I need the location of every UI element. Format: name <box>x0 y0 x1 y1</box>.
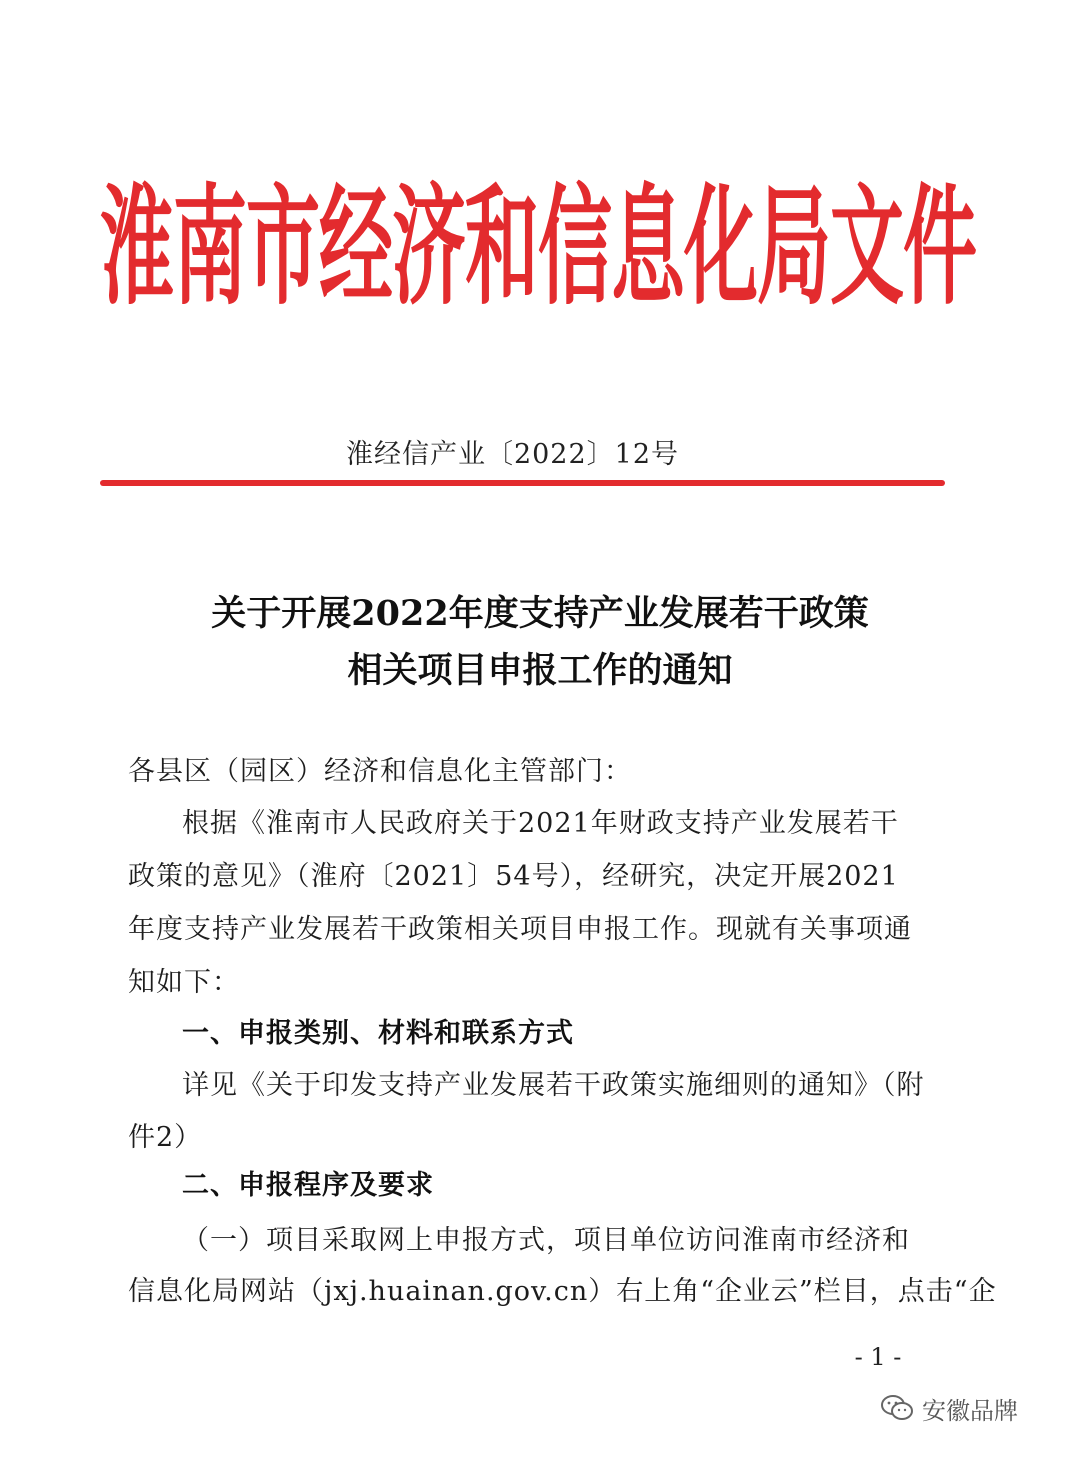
paragraph-1-line-4: 知如下： <box>128 967 240 998</box>
paragraph-3-line-1: （一）项目采取网上申报方式，项目单位访问淮南市经济和 <box>182 1225 910 1256</box>
paragraph-3-line-2: 信息化局网站（jxj.huainan.gov.cn）右上角“企业云”栏目，点击“企 <box>128 1276 997 1307</box>
salutation: 各县区（园区）经济和信息化主管部门： <box>128 756 632 787</box>
section-heading-1: 一、申报类别、材料和联系方式 <box>182 1018 574 1049</box>
paragraph-1-line-1: 根据《淮南市人民政府关于2021年财政支持产业发展若干 <box>182 808 899 839</box>
notice-title-line-1: 关于开展2022年度支持产业发展若干政策 <box>211 593 869 634</box>
document-number: 淮经信产业〔2022〕12号 <box>345 439 680 470</box>
notice-title-line-2: 相关项目申报工作的通知 <box>347 650 733 691</box>
page-number: - 1 - <box>854 1343 902 1371</box>
document-masthead: 淮南市经济和信息化局文件 <box>100 172 976 324</box>
red-divider-rule <box>100 480 945 486</box>
wechat-icon <box>880 1394 914 1422</box>
paragraph-2-line-2: 件2） <box>128 1122 203 1153</box>
watermark-text: 安徽品牌 <box>922 1396 1018 1425</box>
paragraph-2-line-1: 详见《关于印发支持产业发展若干政策实施细则的通知》（附 <box>182 1070 925 1101</box>
paragraph-1-line-2: 政策的意见》（淮府〔2021〕54号），经研究，决定开展2021 <box>128 861 899 892</box>
watermark <box>880 1388 1018 1428</box>
paragraph-1-line-3: 年度支持产业发展若干政策相关项目申报工作。现就有关事项通 <box>128 914 912 945</box>
section-heading-2: 二、申报程序及要求 <box>182 1170 434 1201</box>
